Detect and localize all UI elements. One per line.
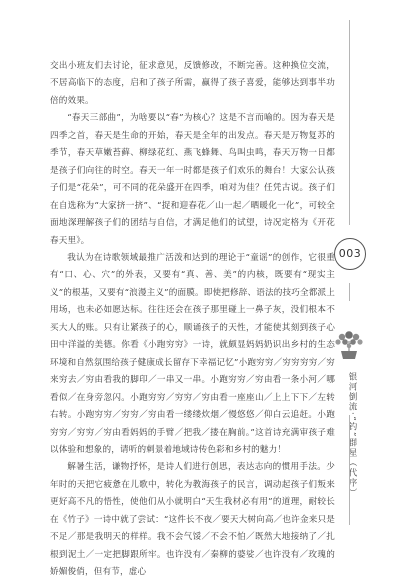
margin-rule-bottom — [349, 415, 350, 525]
running-head: 银河倒流·“钓”群星（代序） — [347, 372, 357, 498]
page-number: 003 — [334, 238, 366, 270]
plant-ornament-icon — [332, 330, 366, 360]
paragraph-3: 我认为在诗歌领域最推广活泼和达到的理论于“童谣”的创作，它很重有“口、心、穴”的外表，又要有“真、善、美”的内核，既要有“现实主义”的根基，又要有“浪漫主义”的面膜。即使把修辞、语法的技巧全都派上用场，也未必如愿达标。往往还会在孩子那里碰上一鼻子灰，没们根本不买大人的账。只有让紧孩子的心，顺诵孩子的天性，才能使其刻到孩子心田中洋溢的美德。你看《小跑穷穷》一诗，就颇显妈妈奶识出乡村的生态环境和自然氛围给孩子健康成长留存下幸福记忆”小跑穷穷／穷穷穷穷／穷来穷去／穷由看我的脚印／一串又一串。小跑穷穷／穷由看一条小河／哪看似／在身旁忽闪。小跑穷穷／穷穷／穷由看一座座山／上上下下／左转右转。小跑穷穷／穷穷／穷由看一缕缕炊烟／慢悠悠／仰白云追赶。小跑穷穷／穷穷／穷由看妈妈的手臂／把我／搂在胸前。”这首诗充满审孩子难以体验和想象的，请听的刺景着地域诗传色彩和乡村的魅力！ — [50, 252, 335, 455]
margin-rule-middle — [349, 283, 350, 301]
paragraph-1: 交出小班友们去讨论，征求意见，反馈修改，不断完善。这种换位交流，不居高临下的态度，启和了孩子所需，赢得了孩子喜爱，能够达到事半功倍的效果。 — [50, 61, 335, 106]
margin-rule-top — [349, 20, 350, 225]
main-text-block — [50, 58, 335, 582]
paragraph-2: “春天三部曲”，为啥要以“春”为核心？这是不言而喻的。因为春天是四季之首，春天是生命的开始，春天是全年的出发点。春天是万物复苏的季节，春天草嫩苔藓、柳绿花红、燕飞蜂舞、鸟叫虫鸣，春天万物一日都是孩子们向往的时空。春天一年一时都是孩子们欢乐的舞台！大家公认孩子们是“花朵”，可不同的花朵盛开在四季，咱对为佳？任凭古说。孩子们在自选称为“大家挤一挤”、“捉和迎春花／山一起／晒暖化一化”，可较全面地深理解孩子们的团结与自信，才满足他们的试望，诗况定格为《开花春天里》。 — [50, 113, 335, 246]
paragraph-4: 解暑生活，谦物抒怀，是诗人们进行创思，表达志向的惯用手法。少年时的天把它疲惫在儿歌中，转化为教海孩子的民言，调动起孩子们叛来更好高不凡的悟性，使他们从小就明白“天生我材必有用”的道理，耐较长在《竹子》一诗中就了尝试：“这件长不夜／要天大树向高／也许金来只是不足／那是我明天的样样。我不会气馁／不会不怕／既然大地接纳了／扎根到泥土／一定把脚跟所牢。也许没有／秦柳的婆娑／也许没有／玫瑰的娇媚俊俏，但有节，虚心 — [50, 462, 335, 578]
